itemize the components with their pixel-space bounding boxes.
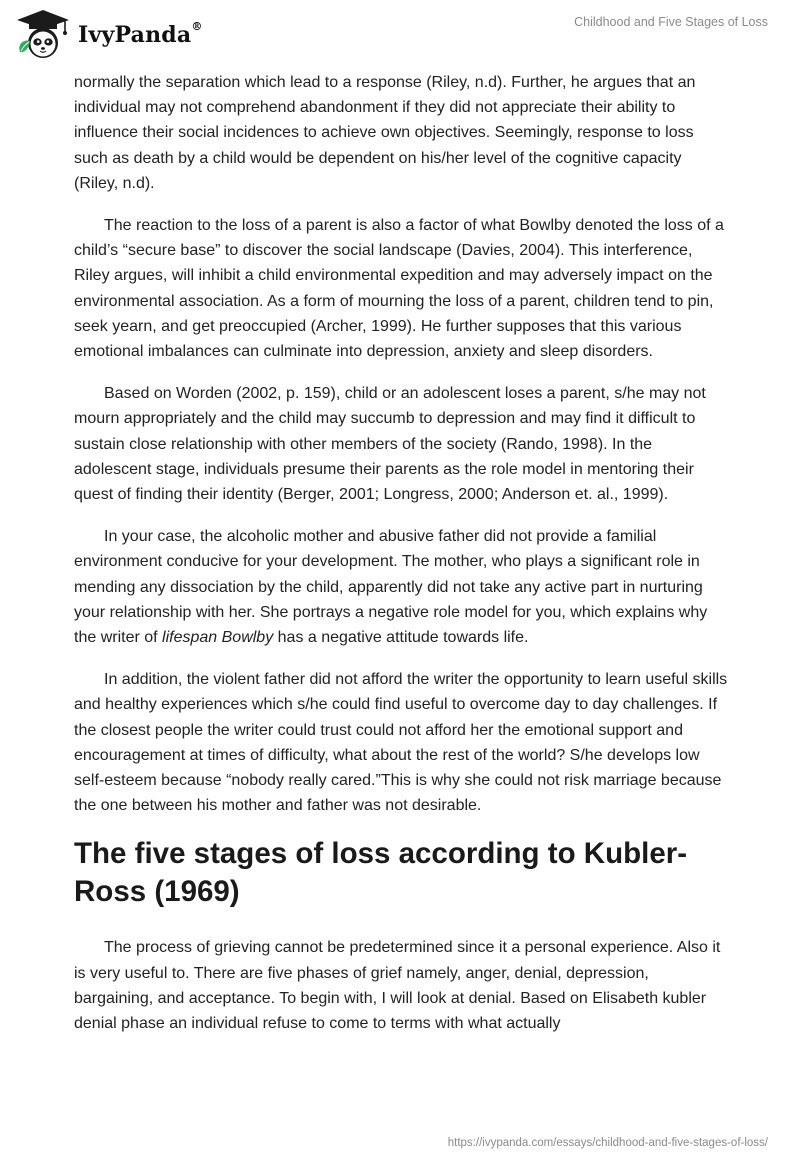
essay-body	[74, 70, 728, 1053]
paragraph: In your case, the alcoholic mother and abusive father did not provide a familial environment conducive for your development. The mother, who plays a significant role in mending any dissociation by the child, apparently did not take any active part in nurturing your relationship with her. She portrays a negative role model for you, which explains why the writer of lifespan Bowlby has a negative attitude towards life.	[74, 528, 708, 647]
paragraph: The process of grieving cannot be predetermined since it a personal experience. Also it is very useful to. There are five phases of grief namely, anger, denial, depression, bargaining, and acceptance. To begin with, I will look at denial. Based on Elisabeth kubler denial phase an individual refuse to come to terms with what actually	[74, 939, 721, 1033]
paragraph: Based on Worden (2002, p. 159), child or an adolescent loses a parent, s/he may not mourn appropriately and the child may succumb to depression and may find it difficult to sustain close relationship with other members of the society (Rando, 1998). In the adolescent stage, individuals presume their parents as the role model in mentoring their quest of finding their identity (Berger, 2001; Longress, 2000; Anderson et. al., 1999).	[74, 385, 706, 504]
italic-title: lifespan Bowlby	[162, 629, 274, 647]
ivypanda-logo[interactable]	[14, 8, 203, 62]
paragraph: normally the separation which lead to a response (Riley, n.d). Further, he argues that an individual may not comprehend abandonment if they did not appreciate their ability to influence their social incidences to achieve own objectives. Seemingly, response to loss such as death by a child would be dependent on his/her level of the cognitive capacity (Riley, n.d).	[74, 74, 696, 192]
document-title: Childhood and Five Stages of Loss	[574, 15, 768, 29]
source-url[interactable]: https://ivypanda.com/essays/childhood-and-five-stages-of-loss/	[447, 1137, 768, 1149]
section-heading: The five stages of loss according to Kubler-Ross (1969)	[74, 837, 688, 909]
brand-name: IvyPanda®	[78, 20, 203, 48]
panda-graduate-icon	[14, 8, 72, 62]
page-header	[0, 0, 800, 68]
paragraph: The reaction to the loss of a parent is also a factor of what Bowlby denoted the loss of a child’s “secure base” to discover the social landscape (Davies, 2004). This interference, Riley argues, will inhibit a child environmental expedition and may adversely impact on the environmental association. As a form of mourning the loss of a parent, children tend to pin, seek yearn, and get preoccupied (Archer, 1999). He further supposes that this various emotional imbalances can culminate into depression, anxiety and sleep disorders.	[74, 217, 724, 361]
paragraph: In addition, the violent father did not afford the writer the opportunity to learn useful skills and healthy experiences which s/he could find useful to overcome day to day challenges. If the closest people the writer could trust could not afford her the emotional support and encouragement at times of difficulty, what about the rest of the world? S/he develops low self-esteem because “nobody really cared.”This is why she could not risk marriage because the one between his mother and father was not desirable.	[74, 671, 728, 815]
